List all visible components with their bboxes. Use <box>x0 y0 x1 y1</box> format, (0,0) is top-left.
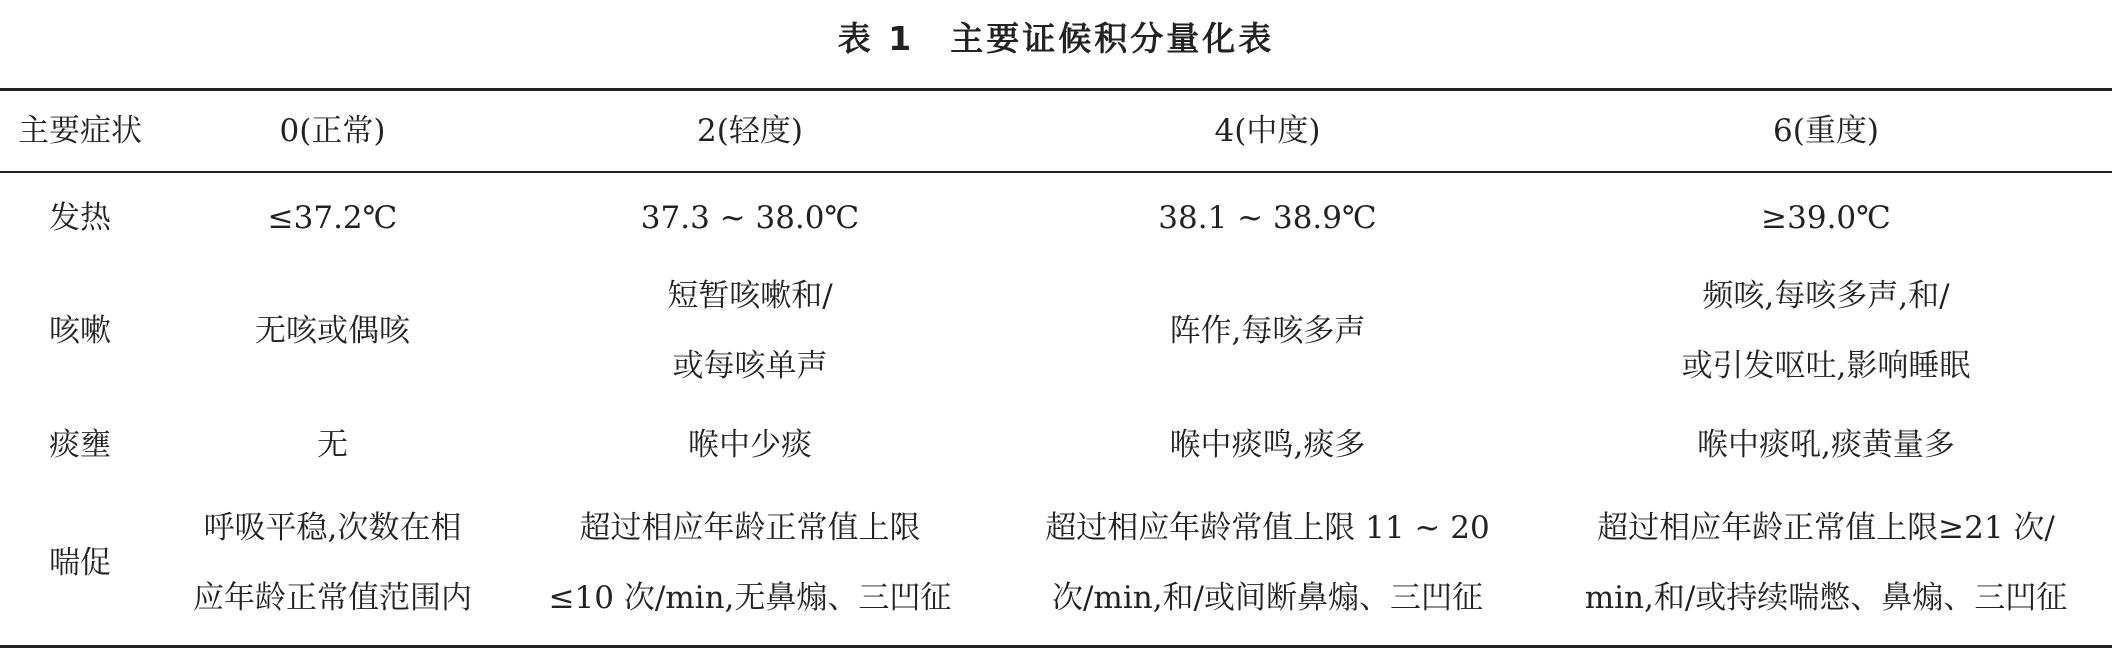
cell-line: 喉中少痰 <box>688 427 812 463</box>
header-moderate: 4(中度) <box>1214 113 1321 149</box>
severe-cell <box>1540 410 2112 480</box>
cell-line: 或引发呕吐,影响睡眠 <box>1681 348 1971 384</box>
cell-line: 频咳,每咳多声,和/ <box>1702 278 1950 314</box>
header-mild: 2(轻度) <box>697 113 803 149</box>
normal-cell <box>160 183 505 253</box>
table-number: 表 1 <box>837 19 915 58</box>
cell-line: 应年龄正常值范围内 <box>193 580 472 616</box>
normal-cell <box>160 410 505 480</box>
cell-line: ≤10 次/min,无鼻煽、三凹征 <box>548 580 952 616</box>
normal-cell <box>160 296 505 366</box>
cell-line: min,和/或持续喘憋、鼻煽、三凹征 <box>1584 580 2068 616</box>
cell-line: 喉中痰鸣,痰多 <box>1169 427 1366 463</box>
cell-line: 超过相应年龄正常值上限≥21 次/ <box>1597 510 2055 546</box>
table-bottom-rule <box>0 645 2112 648</box>
mild-cell <box>505 410 995 480</box>
cell-line: 无咳或偶咳 <box>255 313 410 349</box>
cell-line: 超过相应年龄常值上限 11 ~ 20 <box>1045 510 1490 546</box>
cell-line: ≤37.2℃ <box>267 200 398 236</box>
table-header-rule <box>0 171 2112 173</box>
cell-line: 短暂咳嗽和/ <box>667 278 833 314</box>
cell-line: 无 <box>317 427 348 463</box>
cell-line: 喉中痰吼,痰黄量多 <box>1697 427 1955 463</box>
moderate-cell <box>995 183 1540 253</box>
table-title: 主要证候积分量化表 <box>950 19 1275 58</box>
cell-line: 38.1 ~ 38.9℃ <box>1158 200 1377 236</box>
cell-line: ≥39.0℃ <box>1761 200 1891 236</box>
cell-line: 阵作,每咳多声 <box>1169 313 1366 349</box>
mild-cell <box>505 493 995 633</box>
symptom-cell: 痰壅 <box>49 427 111 463</box>
severe-cell <box>1540 261 2112 401</box>
header-normal: 0(正常) <box>279 113 386 149</box>
severe-cell <box>1540 183 2112 253</box>
cell-line: 呼吸平稳,次数在相 <box>203 510 462 546</box>
cell-line: 超过相应年龄正常值上限 <box>579 510 921 546</box>
table-caption <box>0 14 2112 64</box>
mild-cell <box>505 183 995 253</box>
cell-line: 或每咳单声 <box>672 348 828 384</box>
moderate-cell <box>995 493 1540 633</box>
header-symptom: 主要症状 <box>18 113 142 149</box>
mild-cell <box>505 261 995 401</box>
severe-cell <box>1540 493 2112 633</box>
header-severe: 6(重度) <box>1773 113 1879 149</box>
normal-cell <box>160 493 505 633</box>
cell-line: 37.3 ~ 38.0℃ <box>640 200 860 236</box>
symptom-cell: 发热 <box>49 200 111 236</box>
cell-line: 次/min,和/或间断鼻煽、三凹征 <box>1051 580 1484 616</box>
symptom-cell: 咳嗽 <box>49 313 111 349</box>
moderate-cell <box>995 296 1540 366</box>
symptom-cell: 喘促 <box>49 545 111 581</box>
moderate-cell <box>995 410 1540 480</box>
